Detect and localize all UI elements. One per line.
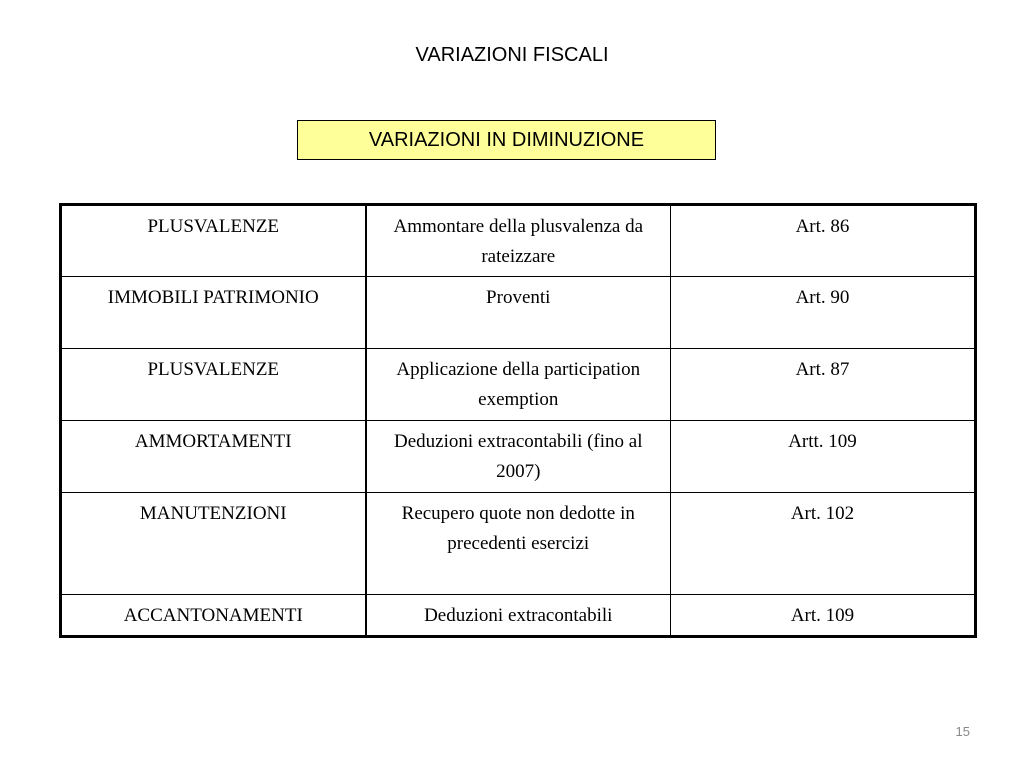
item-cell: AMMORTAMENTI xyxy=(61,421,366,493)
item-cell: ACCANTONAMENTI xyxy=(61,595,366,637)
reference-cell: Art. 109 xyxy=(671,595,976,637)
reference-cell: Art. 102 xyxy=(671,493,976,595)
item-cell: MANUTENZIONI xyxy=(61,493,366,595)
table-row xyxy=(61,277,976,349)
page-number: 15 xyxy=(955,724,970,739)
description-cell: Recupero quote non dedotte in precedenti esercizi xyxy=(366,493,671,595)
description-cell: Deduzioni extracontabili xyxy=(366,595,671,637)
description-cell: Proventi xyxy=(366,277,671,349)
item-cell: PLUSVALENZE xyxy=(61,205,366,277)
description-cell: Applicazione della participation exemption xyxy=(366,349,671,421)
table-row xyxy=(61,349,976,421)
slide-title: VARIAZIONI FISCALI xyxy=(415,44,609,66)
reference-cell: Art. 86 xyxy=(671,205,976,277)
item-cell: PLUSVALENZE xyxy=(61,349,366,421)
table-row xyxy=(61,493,976,595)
table-row xyxy=(61,205,976,277)
fiscal-variations-table xyxy=(59,203,977,638)
reference-cell: Artt. 109 xyxy=(671,421,976,493)
table-row xyxy=(61,595,976,637)
reference-cell: Art. 87 xyxy=(671,349,976,421)
description-cell: Ammontare della plusvalenza da rateizzare xyxy=(366,205,671,277)
table-row xyxy=(61,421,976,493)
section-label-box: VARIAZIONI IN DIMINUZIONE xyxy=(297,120,716,160)
description-cell: Deduzioni extracontabili (fino al 2007) xyxy=(366,421,671,493)
item-cell: IMMOBILI PATRIMONIO xyxy=(61,277,366,349)
reference-cell: Art. 90 xyxy=(671,277,976,349)
